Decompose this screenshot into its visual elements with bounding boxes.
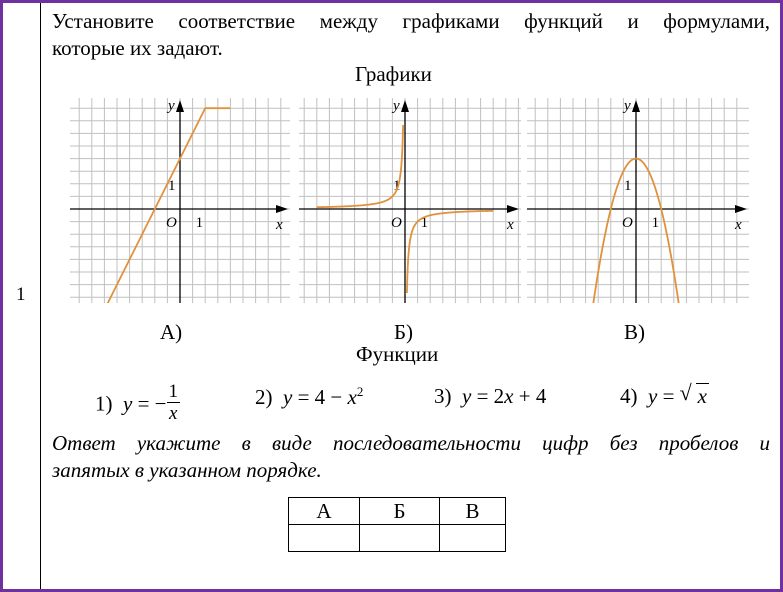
question-line-2: которые их задают. — [52, 36, 223, 60]
x-axis-arrow-icon — [735, 205, 747, 213]
radical-sign-icon: √ — [679, 380, 692, 405]
graph-c-label: В) — [624, 320, 645, 344]
x-unit-label: 1 — [195, 215, 204, 231]
formula-1 — [95, 381, 180, 427]
formula-3-eq: = 2 — [471, 384, 505, 408]
formula-1-eq: = − — [132, 391, 167, 416]
answer-instructions-line-1: Ответ укажите в виде последовательности цифр без пробелов и — [52, 431, 770, 455]
y-axis-label: y — [624, 98, 631, 114]
y-axis-label: y — [168, 98, 175, 114]
graph-b-label: Б) — [394, 320, 414, 344]
graph-a-label: А) — [160, 320, 183, 344]
graph-c — [527, 98, 749, 303]
function-curve — [92, 108, 231, 303]
answer-cell-c[interactable] — [440, 525, 506, 552]
y-unit-label: 1 — [168, 177, 176, 194]
x-axis-label: x — [507, 217, 514, 233]
formula-2-eq: = 4 − — [292, 385, 348, 409]
answer-table — [288, 497, 506, 552]
grid — [299, 98, 521, 303]
y-axis-arrow-icon — [401, 100, 409, 112]
y-unit-label: 1 — [393, 177, 401, 194]
formula-3-lhs: y — [462, 384, 472, 408]
formula-2-lhs: y — [283, 385, 293, 409]
fraction — [167, 382, 181, 425]
x-axis-arrow-icon — [276, 205, 288, 213]
formula-2 — [255, 384, 363, 410]
formula-4-number: 4) — [620, 384, 638, 408]
formula-3-number: 3) — [434, 384, 452, 408]
answer-header-a: А — [289, 498, 360, 525]
formula-4-lhs: y — [648, 384, 658, 408]
y-axis-arrow-icon — [632, 100, 640, 112]
column-separator — [40, 3, 41, 589]
x-axis-label: x — [735, 217, 742, 233]
grid — [527, 98, 749, 303]
answer-instructions-line-2: запятых в указанном порядке. — [52, 458, 322, 482]
x-unit-label: 1 — [651, 215, 660, 231]
formula-3-tail: + 4 — [513, 384, 547, 408]
radicand: x — [697, 384, 707, 408]
fraction-numerator: 1 — [168, 381, 179, 402]
answer-instructions — [52, 430, 770, 484]
y-axis-arrow-icon — [176, 100, 184, 112]
formula-1-number: 1) — [95, 391, 113, 416]
formulas-row — [0, 372, 783, 428]
y-unit-label: 1 — [624, 177, 632, 194]
y-axis-label: y — [393, 98, 400, 114]
answer-table-header-row — [289, 498, 506, 525]
origin-label: O — [622, 215, 633, 231]
formula-2-exponent: 2 — [356, 384, 364, 399]
question-text — [52, 8, 770, 62]
answer-header-b: Б — [360, 498, 440, 525]
formula-3 — [434, 384, 546, 409]
task-number: 1 — [16, 284, 26, 305]
graphs-title: Графики — [355, 62, 432, 86]
graph-b — [299, 98, 521, 303]
answer-cell-b[interactable] — [360, 525, 440, 552]
origin-label: O — [166, 215, 177, 231]
answer-table-input-row — [289, 525, 506, 552]
formula-3-var: x — [504, 384, 514, 408]
formula-1-lhs: y — [123, 391, 133, 416]
functions-title: Функции — [356, 342, 439, 366]
question-line-1: Установите соответствие между графиками функций и формулами, — [52, 9, 770, 33]
answer-cell-a[interactable] — [289, 525, 360, 552]
origin-label: O — [391, 215, 402, 231]
square-root — [679, 380, 709, 409]
fraction-denominator: x — [169, 403, 178, 424]
formula-2-var: x — [347, 385, 357, 409]
answer-header-c: В — [440, 498, 506, 525]
x-axis-label: x — [276, 217, 283, 233]
graph-a — [70, 98, 290, 303]
x-unit-label: 1 — [420, 215, 429, 231]
formula-4 — [620, 380, 709, 409]
formula-2-number: 2) — [255, 385, 273, 409]
formula-4-eq: = — [657, 384, 680, 408]
x-axis-arrow-icon — [507, 205, 519, 213]
